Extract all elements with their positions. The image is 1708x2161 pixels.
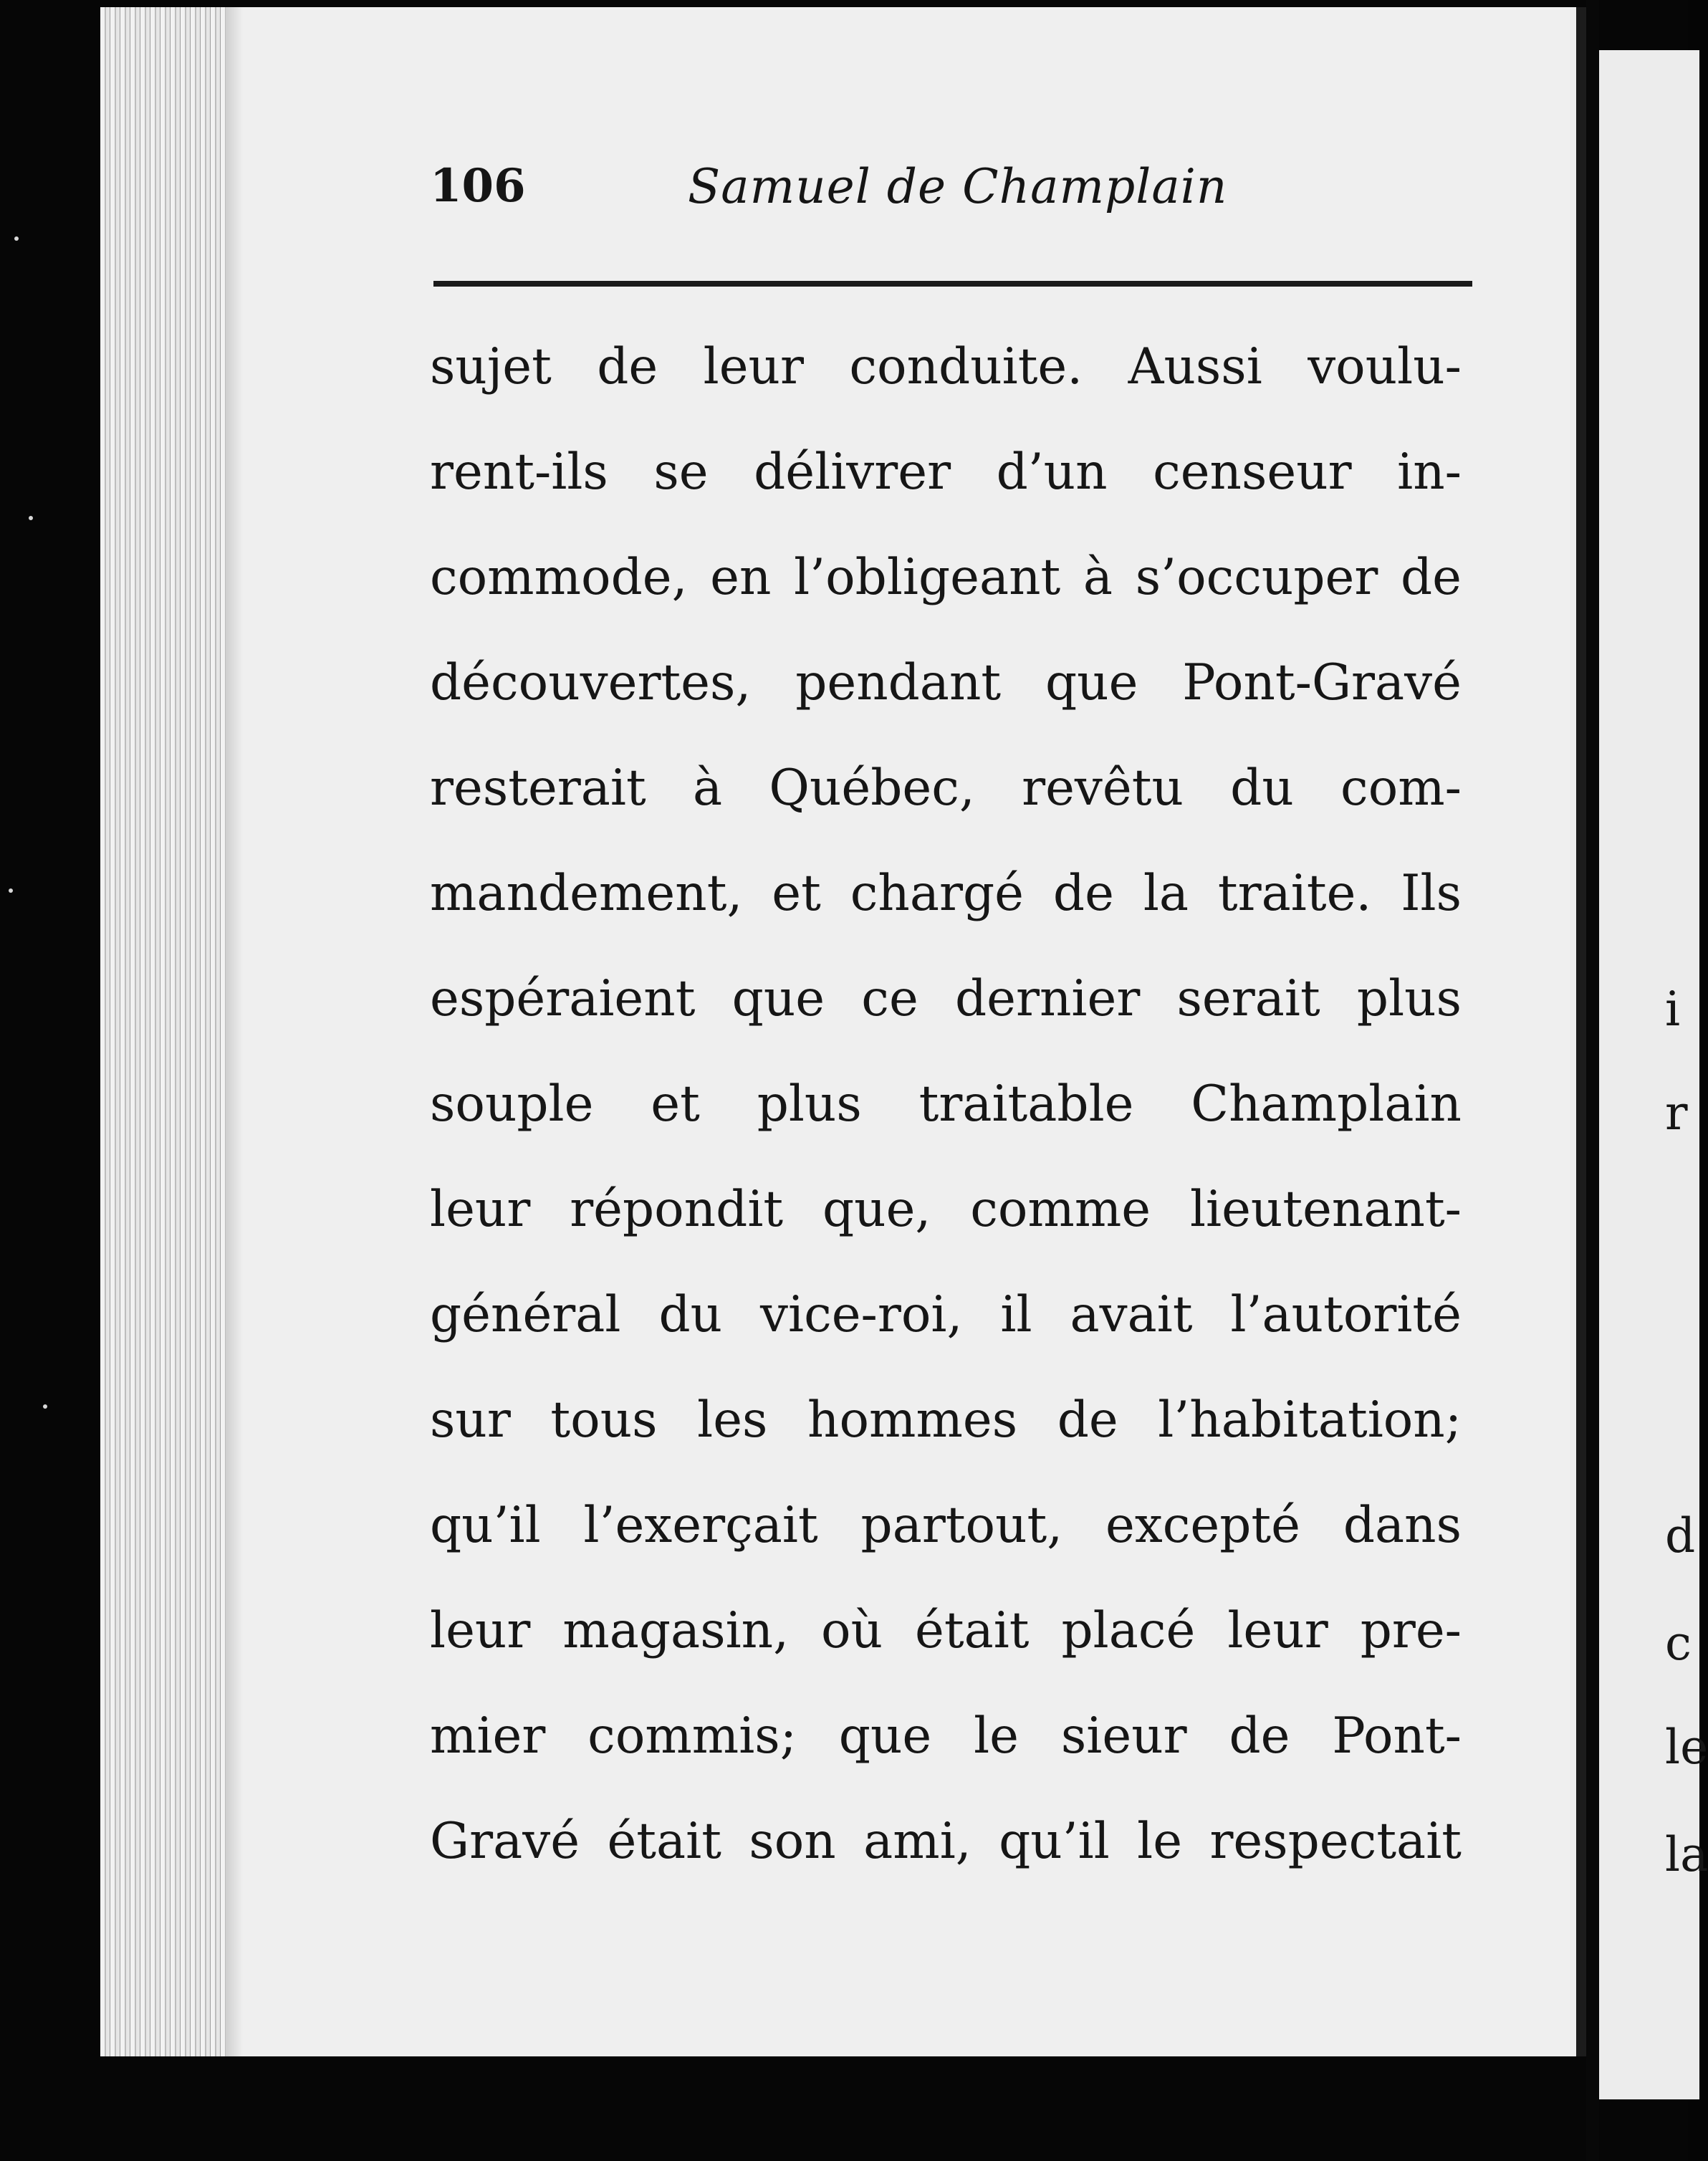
next-page-letter: i [1665,982,1681,1037]
text-line: souple et plus traitable Champlain [430,1075,1462,1133]
text-line: sur tous les hommes de l’habitation; [430,1391,1462,1449]
text-line: mier commis; que le sieur de Pont- [430,1707,1462,1765]
text-line: commode, en l’obligeant à s’occuper de [430,549,1462,606]
next-page-letter: d [1665,1508,1696,1563]
header-rule [433,281,1472,287]
next-page-letter: c [1665,1616,1692,1671]
text-line: leur magasin, où était placé leur pre- [430,1602,1462,1659]
next-page-letter: la [1665,1827,1708,1882]
scan-speck [43,1404,47,1409]
gutter-gap [1586,0,1599,2161]
page-edge-shadow [226,7,243,2056]
text-line: mandement, et chargé de la traite. Ils [430,865,1462,922]
scan-speck [9,888,13,893]
text-line: resterait à Québec, revêtu du com- [430,760,1462,817]
text-line: rent-ils se délivrer d’un censeur in- [430,444,1462,501]
text-line: espéraient que ce dernier serait plus [430,970,1462,1027]
text-line: Gravé était son ami, qu’il le respectait [430,1813,1462,1870]
scan-speck [14,236,19,241]
body-text [430,331,1462,1911]
next-page-letter: r [1665,1086,1688,1141]
text-line: général du vice-roi, il avait l’autorité [430,1286,1462,1343]
text-line: sujet de leur conduite. Aussi voulu- [430,338,1462,396]
running-title: Samuel de Champlain [688,159,1228,214]
scan-speck [29,516,33,520]
text-line: découvertes, pendant que Pont-Gravé [430,654,1462,711]
page-header [430,159,1469,224]
next-page-letter: le [1665,1720,1708,1775]
text-line: qu’il l’exerçait partout, excepté dans [430,1497,1462,1554]
text-line: leur répondit que, comme lieutenant- [430,1181,1462,1238]
next-page-margin-letters [1665,0,1708,2161]
page-number: 106 [430,159,526,213]
page-edge-stack [100,7,226,2056]
